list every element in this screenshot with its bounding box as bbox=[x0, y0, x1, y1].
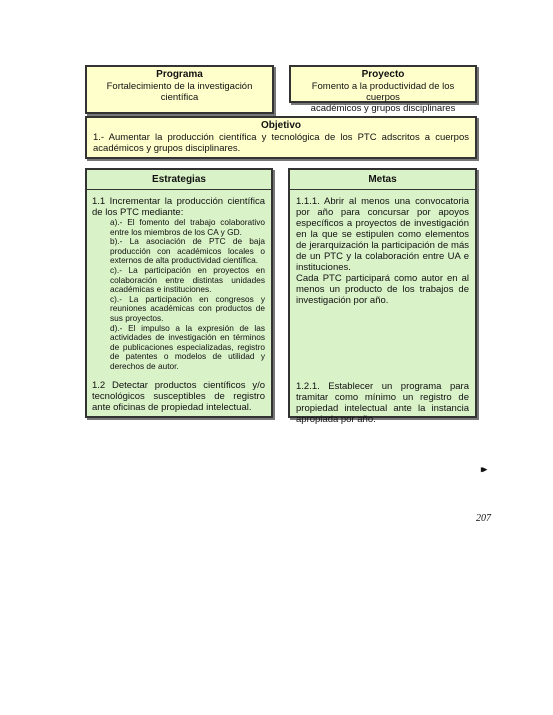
objetivo-title: Objetivo bbox=[260, 120, 301, 131]
proyecto-box bbox=[289, 65, 477, 114]
estrategia-sub-c2: c).- La participación en congresos y reuniones académicas con productos de sus proyectos. bbox=[110, 293, 265, 323]
programa-line2: científica bbox=[160, 92, 199, 103]
next-page-arrow-icon[interactable]: ▸▸ bbox=[481, 464, 485, 474]
proyecto-title: Proyecto bbox=[361, 69, 405, 80]
estrategias-title: Estrategias bbox=[152, 174, 206, 185]
programa-line1: Fortalecimiento de la investigación bbox=[106, 81, 253, 92]
estrategia-sub-c1: c).- La participación en proyectos en colaboración entre distintas unidades académicas e instituciones. bbox=[110, 264, 265, 295]
meta-1-1-1: 1.1.1. Abrir al menos una convocatoria por año para concursar por apoyos específicos a proyectos de investigación en la que se estipulen como elementos de jerarquización la participación de más de un PTC y la colaboración entre UA e instituciones. bbox=[296, 196, 469, 273]
objetivo-box bbox=[85, 116, 477, 159]
estrategia-1-1: 1.1 Incrementar la producción científica de los PTC mediante: bbox=[92, 196, 265, 218]
proyecto-line2: académicos y grupos disciplinares bbox=[310, 103, 456, 114]
estrategia-sub-a: a).- El fomento del trabajo colaborativo entre los miembros de los CA y GD. bbox=[110, 217, 265, 237]
estrategias-box bbox=[85, 168, 273, 418]
estrategia-1-2: 1.2 Detectar productos científicos y/o tecnológicos susceptibles de registro ante oficinas de propiedad intelectual. bbox=[92, 379, 265, 413]
programa-box bbox=[85, 65, 274, 114]
meta-1-1-1-b: Cada PTC participará como autor en al menos un producto de los trabajos de investigación por año. bbox=[296, 273, 469, 306]
estrategia-sub-b: b).- La asociación de PTC de baja producción con académicos locales o externos de alta productividad científica. bbox=[110, 236, 265, 266]
metas-box bbox=[288, 168, 477, 425]
programa-title: Programa bbox=[156, 69, 203, 80]
objetivo-text: 1.- Aumentar la producción científica y tecnológica de los PTC adscritos a cuerpos académicos y grupos disciplinares. bbox=[93, 132, 469, 154]
meta-1-2-1: 1.2.1. Establecer un programa para tramitar como mínimo un registro de propiedad intelectual ante la instancia apropiada por año. bbox=[296, 381, 469, 425]
proyecto-line1: Fomento a la productividad de los cuerpos bbox=[311, 81, 455, 103]
metas-title: Metas bbox=[368, 174, 397, 185]
estrategia-sub-d: d).- El impulso a la expresión de las actividades de investigación en términos de publicaciones especializadas, registro de patentes o modelos de utilidad y derechos de autor. bbox=[110, 322, 265, 371]
page-number: 207 bbox=[476, 513, 491, 524]
